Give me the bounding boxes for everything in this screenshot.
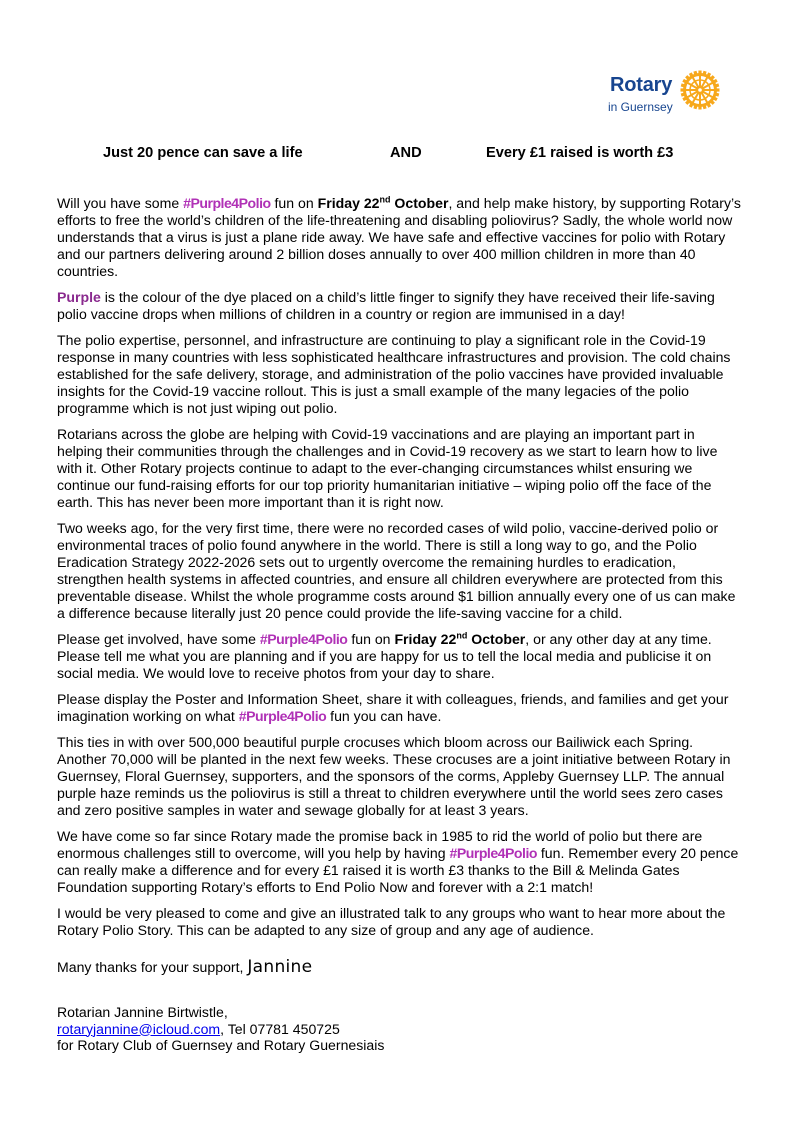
hashtag: #Purple4Polio	[259, 631, 348, 647]
headline-middle: AND	[390, 145, 422, 161]
event-date: Friday 22nd October	[394, 630, 526, 647]
letter-body	[57, 195, 742, 1063]
paragraph-4: Rotarians across the globe are helping with Covid-19 vaccinations and are playing an important part in helping their communities through the challenges and in Covid-19 recovery as we start to learn how to live with it. Other Rotary projects continue to adapt to the ever-changing circumstances whilst ensuring we continue our fund-raising efforts for our top priority humanitarian initiative – wiping polio off the face of the earth. This has never been more important than it is right now.	[57, 426, 718, 510]
contact-club: for Rotary Club of Guernsey and Rotary Guernesiais	[57, 1037, 385, 1053]
logo-wordmark: Rotary	[610, 74, 673, 96]
rotary-wheel-icon	[680, 70, 720, 110]
paragraph-10: I would be very pleased to come and give an illustrated talk to any groups who want to hear more about the Rotary Polio Story. This can be adapted to any size of group and any age of audience.	[57, 905, 726, 938]
headline-left: Just 20 pence can save a life	[103, 145, 303, 161]
paragraph-7: Please display the Poster and Information Sheet, share it with colleagues, friends, and families and get your imagination working on what #Purple4Polio fun you can have.	[57, 691, 729, 724]
paragraph-5: Two weeks ago, for the very first time, there were no recorded cases of wild polio, vaccine-derived polio or environmental traces of polio found anywhere in the world. There is still a long way to go, and the Polio Eradication Strategy 2022-2026 sets out to urgently overcome the remaining hurdles to eradication, strengthen health systems in affected countries, and ensure all children everywhere are protected from this preventable disease. Whilst the whole programme costs around $1 billion annually every one of us can make a difference because literally just 20 pence could provide the life-saving vaccine for a child.	[57, 520, 736, 621]
purple-word: Purple	[57, 289, 101, 305]
paragraph-8: This ties in with over 500,000 beautiful purple crocuses which bloom across our Bailiwick each Spring. Another 70,000 will be planted in the next few weeks. These crocuses are a joint initiative between Rotary in Guernsey, Floral Guernsey, supporters, and the sponsors of the corms, Appleby Guernsey LLP. The annual purple haze reminds us the poliovirus is still a threat to children everywhere until the world sees zero cases and zero positive samples in water and sewage globally for at least 3 years.	[57, 734, 731, 818]
signature: Jannine	[247, 957, 313, 977]
thanks-line: Many thanks for your support, Jannine	[57, 957, 313, 977]
contact-tel: , Tel 07781 450725	[220, 1020, 340, 1037]
contact-name: Rotarian Jannine Birtwistle,	[57, 1004, 228, 1020]
contact-block	[57, 1004, 742, 1054]
hashtag: #Purple4Polio	[183, 195, 271, 211]
paragraph-9: We have come so far since Rotary made the promise back in 1985 to rid the world of polio but there are enormous challenges still to overcome, will you help by having #Purple4Polio fun. Remember every 20 pence can really make a difference and for every £1 raised it is worth £3 thanks to the Bill & Melinda Gates Foundation supporting Rotary’s efforts to End Polio Now and forever with a 2:1 match!	[57, 828, 739, 895]
hashtag: #Purple4Polio	[449, 845, 537, 861]
email-link[interactable]: rotaryjannine@icloud.com	[57, 1020, 221, 1037]
event-date: Friday 22nd October	[317, 194, 449, 211]
logo-subtitle: in Guernsey	[608, 100, 673, 114]
headline	[0, 145, 793, 165]
hashtag: #Purple4Polio	[238, 708, 327, 724]
paragraph-3: The polio expertise, personnel, and infrastructure are continuing to play a significant role in the Covid-19 response in many countries with less sophisticated healthcare infrastructures and provision. The cold chains established for the safe delivery, storage, and administration of the polio vaccines have provided invaluable insights for the Covid-19 vaccine rollout. This is just a small example of the many legacies of the polio programme which is not just wiping out polio.	[57, 332, 731, 416]
paragraph-6: Please get involved, have some #Purple4Polio fun on Friday 22nd October, or any other day at any time. Please tell me what you are planning and if you are happy for us to tell the local media and publicise it on social media. We would love to receive photos from your day to share.	[57, 630, 712, 681]
paragraph-1: Will you have some #Purple4Polio fun on Friday 22nd October, and help make history, by supporting Rotary’s efforts to free the world’s children of the life-threatening and disabling poliovirus? Sadly, the whole world now understands that a virus is just a plane ride away. We have safe and effective vaccines for polio with Rotary and our partners delivering around 2 billion doses annually to over 400 million children in more than 40 countries.	[57, 194, 741, 279]
headline-right: Every £1 raised is worth £3	[486, 145, 674, 161]
paragraph-2: Purple is the colour of the dye placed on a child’s little finger to signify they have received their life-saving polio vaccine drops when millions of children in a country or region are immunised in a day!	[57, 289, 715, 322]
rotary-logo	[604, 68, 734, 120]
